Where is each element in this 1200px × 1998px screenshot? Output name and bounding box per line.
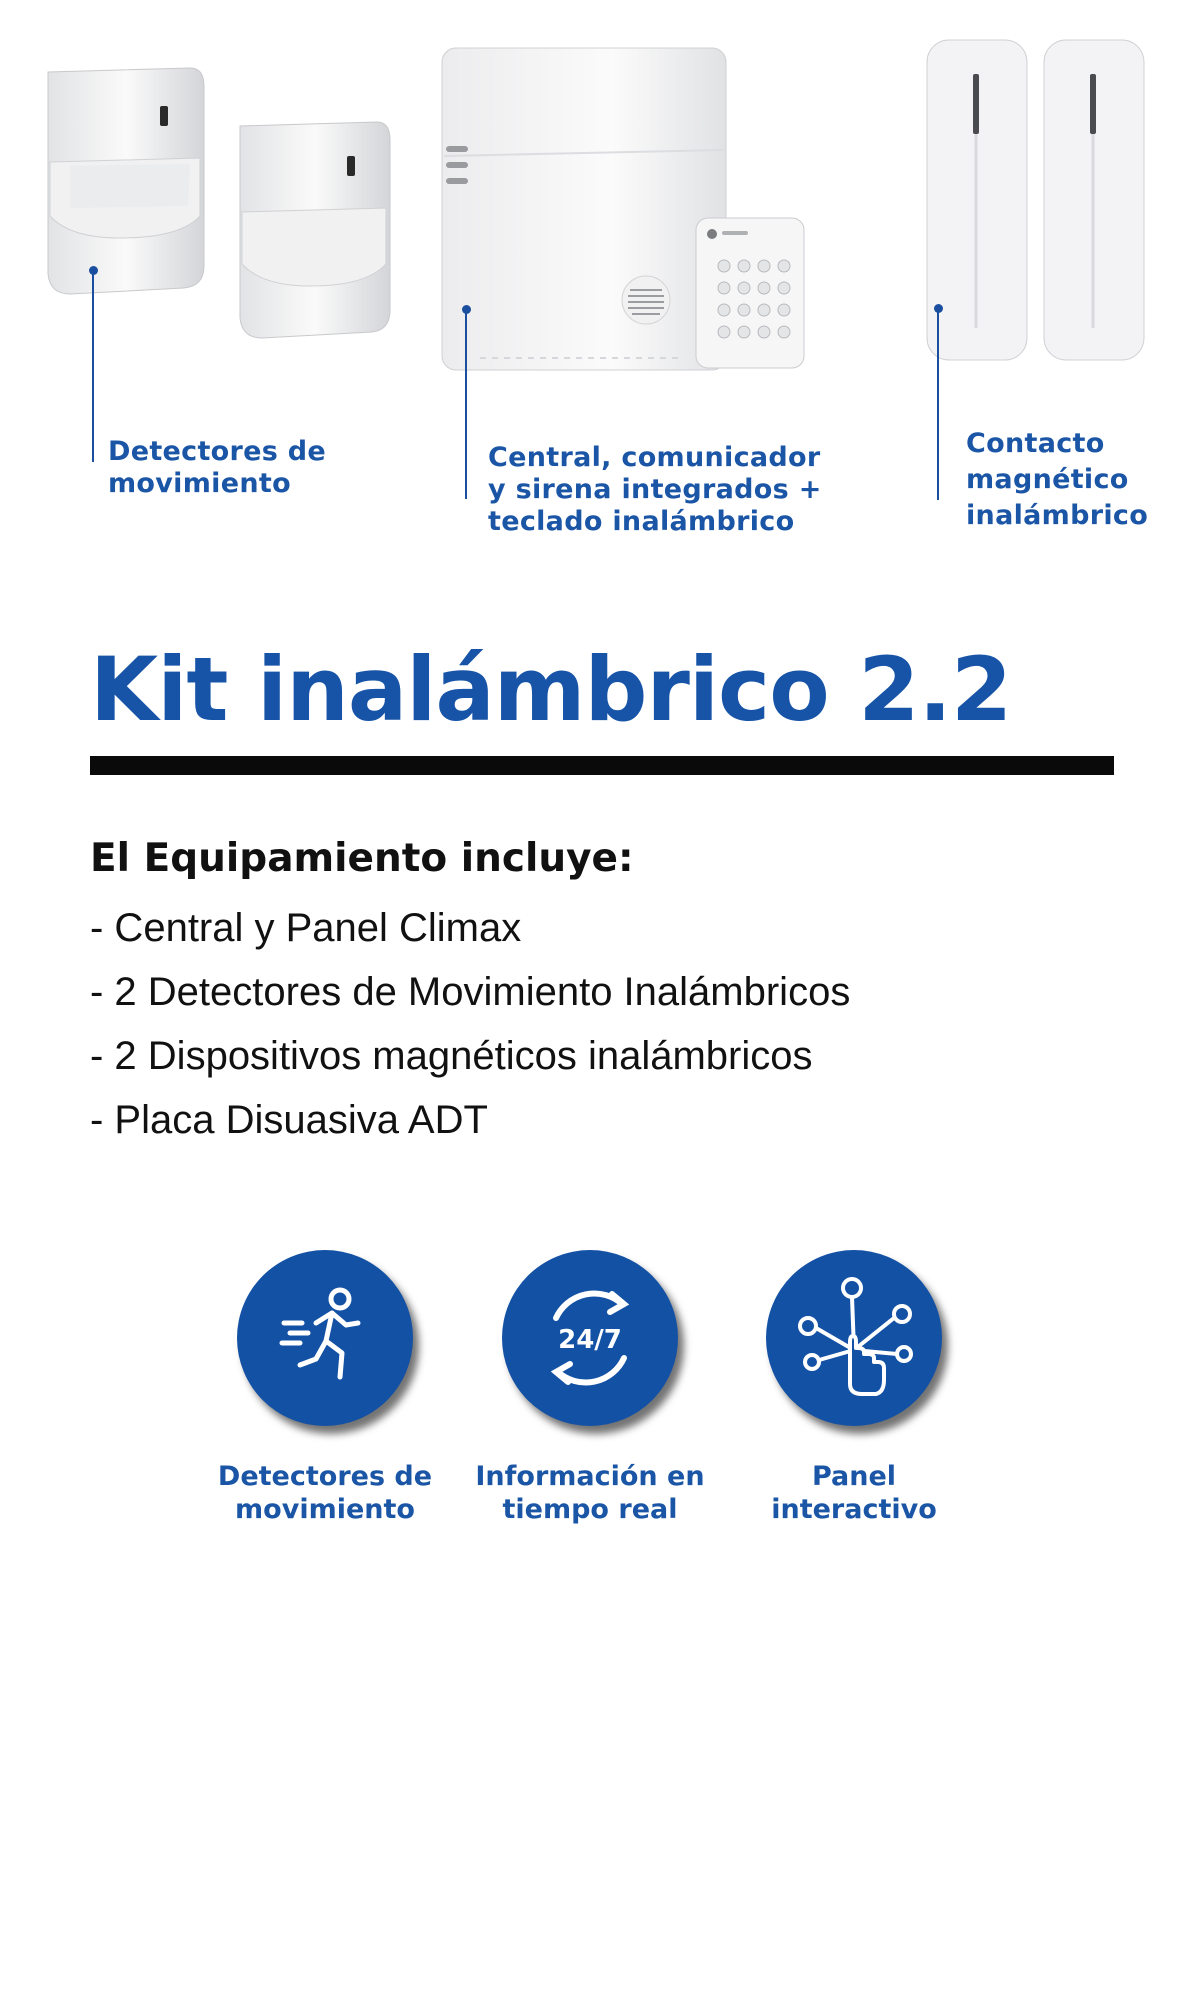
- callout-line-motion: [92, 272, 94, 462]
- feature-label: Panel interactivo: [771, 1461, 937, 1525]
- list-item: - 2 Dispositivos magnéticos inalámbricos: [90, 1034, 813, 1078]
- feature-badge: [766, 1250, 942, 1426]
- magnetic-contact-image-1: [925, 38, 1031, 364]
- feature-badge: [502, 1250, 678, 1426]
- includes-heading: El Equipamiento incluye:: [90, 836, 634, 881]
- motion-detector-image-1: [40, 66, 210, 296]
- clock-24-7-icon: [530, 1278, 650, 1398]
- feature-motion-detectors: [205, 1250, 445, 1526]
- feature-label: Detectores de movimiento: [217, 1461, 433, 1525]
- feature-realtime-info: [470, 1250, 710, 1526]
- central-panel-image: [440, 46, 730, 376]
- keypad-image: [694, 216, 808, 372]
- callout-label-contact: Contacto magnético inalámbrico: [966, 428, 1149, 531]
- magnetic-contact-image-2: [1042, 38, 1148, 364]
- badge-24-7-text: 24/7: [558, 1325, 622, 1355]
- callout-label-motion: Detectores de movimiento: [108, 436, 327, 499]
- title-underline: [90, 756, 1114, 775]
- list-item: - 2 Detectores de Movimiento Inalámbricos: [90, 970, 851, 1014]
- callout-line-central: [465, 311, 467, 499]
- motion-detector-image-2: [232, 120, 397, 340]
- feature-badge: [237, 1250, 413, 1426]
- running-person-icon: [270, 1283, 380, 1393]
- feature-interactive-panel: [734, 1250, 974, 1526]
- list-item: - Placa Disuasiva ADT: [90, 1098, 488, 1142]
- includes-list: [90, 896, 850, 1152]
- callout-label-central: Central, comunicador y sirena integrados + teclado inalámbrico: [488, 442, 822, 537]
- page-title: Kit inalámbrico 2.2: [90, 638, 1012, 741]
- list-item: - Central y Panel Climax: [90, 906, 522, 950]
- callout-line-contact: [937, 310, 939, 500]
- feature-label: Información en tiempo real: [475, 1461, 705, 1525]
- touch-network-icon: [792, 1276, 916, 1400]
